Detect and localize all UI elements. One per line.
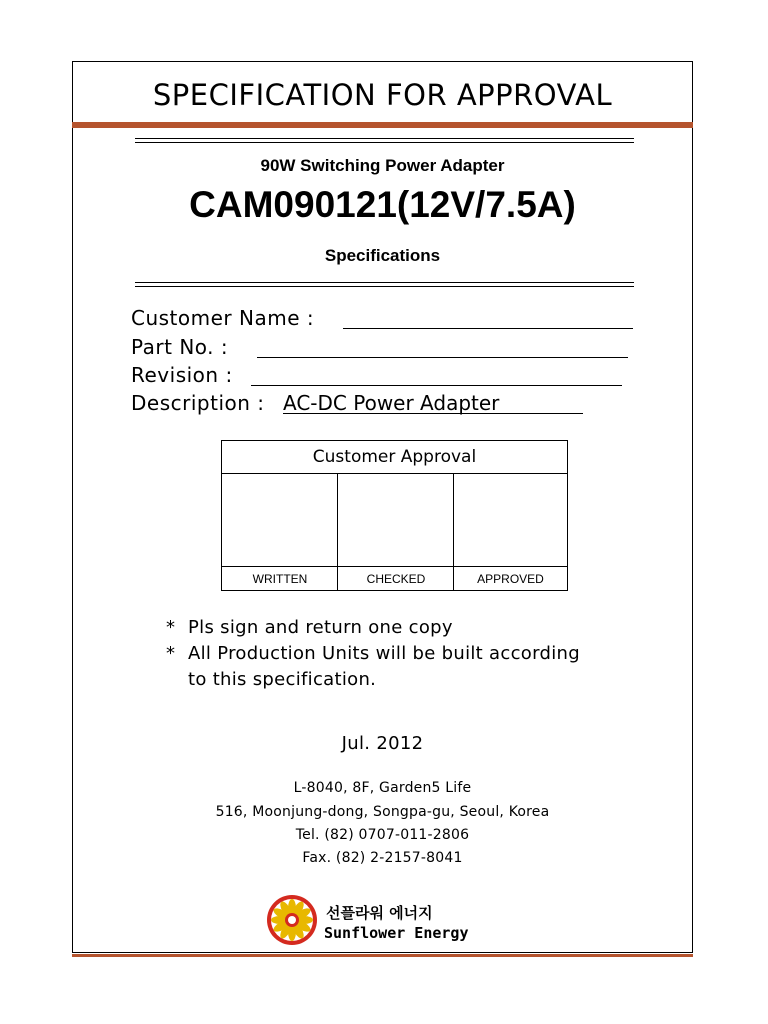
approval-heading: Customer Approval	[222, 441, 567, 474]
customer-approval-table	[221, 440, 568, 591]
note-2-text: All Production Units will be built according	[188, 643, 580, 664]
note-2-continued	[166, 669, 376, 690]
part-no-row	[131, 335, 228, 361]
footer-divider	[72, 954, 693, 957]
section-label: Specifications	[324, 246, 441, 265]
document-date: Jul. 2012	[341, 733, 424, 754]
product-subtitle: 90W Switching Power Adapter	[260, 156, 505, 175]
note-1-text: Pls sign and return one copy	[188, 617, 453, 638]
bottom-double-rule	[135, 282, 634, 287]
note-1	[166, 617, 453, 638]
revision-field[interactable]	[251, 363, 622, 386]
approved-label: APPROVED	[477, 572, 544, 586]
revision-label: Revision :	[131, 363, 233, 387]
top-double-rule	[135, 138, 634, 143]
description-label: Description :	[131, 391, 265, 415]
fax-line: Fax. (82) 2-2157-8041	[302, 850, 463, 866]
part-no-field[interactable]	[257, 335, 628, 358]
company-name-english: Sunflower Energy	[324, 924, 469, 942]
note-2	[166, 643, 580, 664]
address-line-1: L-8040, 8F, Garden5 Life	[293, 780, 472, 796]
document-title: SPECIFICATION FOR APPROVAL	[152, 78, 613, 112]
written-label: WRITTEN	[252, 572, 308, 586]
phone-line: Tel. (82) 0707-011-2806	[295, 827, 470, 843]
description-field[interactable]: AC-DC Power Adapter	[283, 391, 583, 414]
revision-row	[131, 363, 233, 389]
title-divider	[72, 122, 693, 128]
note-marker: *	[166, 643, 176, 664]
customer-name-label: Customer Name :	[131, 306, 315, 330]
sunflower-logo-icon	[266, 894, 318, 946]
company-name-korean: 선플라워 에너지	[326, 904, 433, 922]
customer-name-field[interactable]	[343, 306, 633, 329]
address-line-2: 516, Moonjung-dong, Songpa-gu, Seoul, Korea	[215, 804, 550, 820]
checked-label: CHECKED	[366, 572, 426, 586]
note-marker: *	[166, 617, 176, 638]
note-3-text: to this specification.	[188, 669, 377, 690]
description-row	[131, 391, 500, 417]
model-number: CAM090121(12V/7.5A)	[189, 184, 576, 225]
part-no-label: Part No. :	[131, 335, 229, 359]
customer-name-row	[131, 306, 314, 332]
